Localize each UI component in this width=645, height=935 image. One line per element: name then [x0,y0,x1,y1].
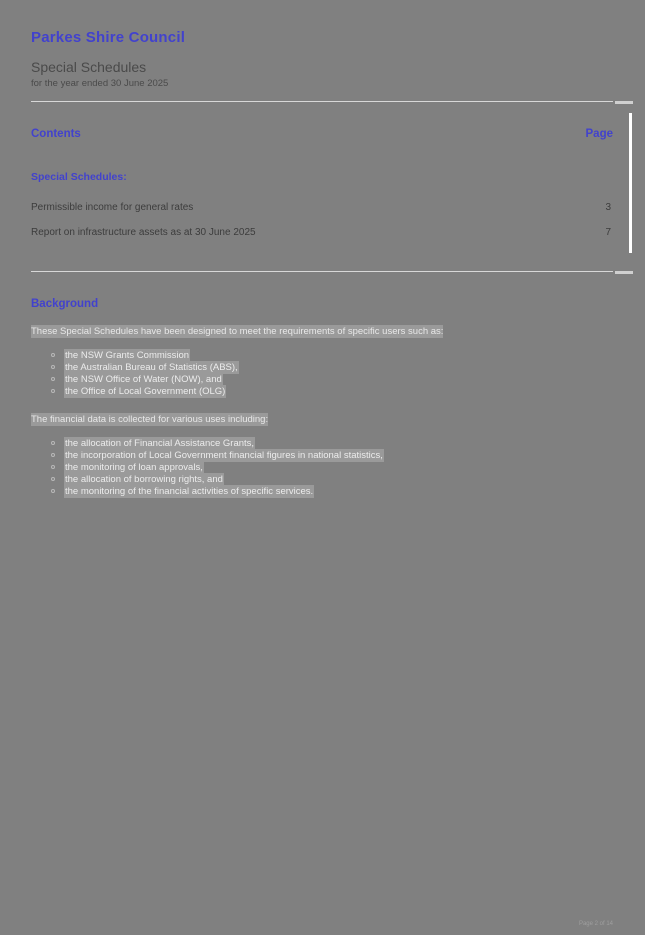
bullet-icon [51,441,55,445]
toc-entry-page: 7 [605,227,611,238]
list-item-label: the incorporation of Local Government financial figures in national statistics, [65,450,383,461]
list-item-label: the monitoring of loan approvals, [65,462,203,473]
background-paragraph-2-text: The financial data is collected for various uses including: [31,414,269,425]
bullet-icon [51,489,55,493]
contents-heading: Contents [31,128,81,140]
list-item [48,386,239,398]
contents-header [31,128,613,140]
header-divider [31,101,613,102]
toc-entry-page: 3 [605,202,611,213]
list-item-label: the allocation of Financial Assistance Grants, [65,438,255,449]
scrollbar-thumb[interactable] [629,113,632,253]
list-item-label: the NSW Office of Water (NOW), and [65,374,222,385]
list-item-label: the NSW Grants Commission [65,350,190,361]
page-marker: Page 2 of 14 [578,921,613,927]
list-item-label: the allocation of borrowing rights, and [65,474,223,485]
bullet-icon [51,389,55,393]
background-paragraph-2 [31,414,268,425]
list-item-label: the monitoring of the financial activities of specific services. [65,486,314,497]
document-subtitle: for the year ended 30 June 2025 [31,78,169,89]
toc-entry-title: Report on infrastructure assets as at 30 June 2025 [31,227,256,238]
bullet-icon [51,453,55,457]
bullet-icon [51,365,55,369]
bullet-icon [51,465,55,469]
bullet-icon [51,377,55,381]
list-item-label: the Office of Local Government (OLG) [65,386,226,397]
list-item-label: the Australian Bureau of Statistics (ABS), [65,362,238,373]
financial-data-uses-list [48,438,384,498]
bullet-icon [51,353,55,357]
vertical-scrollbar[interactable] [626,0,636,935]
background-paragraph-1 [31,326,443,337]
specific-users-list [48,350,239,398]
background-paragraph-1-text: These Special Schedules have been designed to meet the requirements of specific users such as: [31,326,444,337]
list-item [48,486,384,498]
bullet-icon [51,477,55,481]
council-name: Parkes Shire Council [31,29,186,46]
contents-page-label: Page [585,128,613,140]
background-heading: Background [31,298,99,310]
toc-entry-title: Permissible income for general rates [31,202,194,213]
document-title: Special Schedules [31,59,147,75]
contents-section-label: Special Schedules: [31,171,127,183]
contents-divider [31,271,613,272]
